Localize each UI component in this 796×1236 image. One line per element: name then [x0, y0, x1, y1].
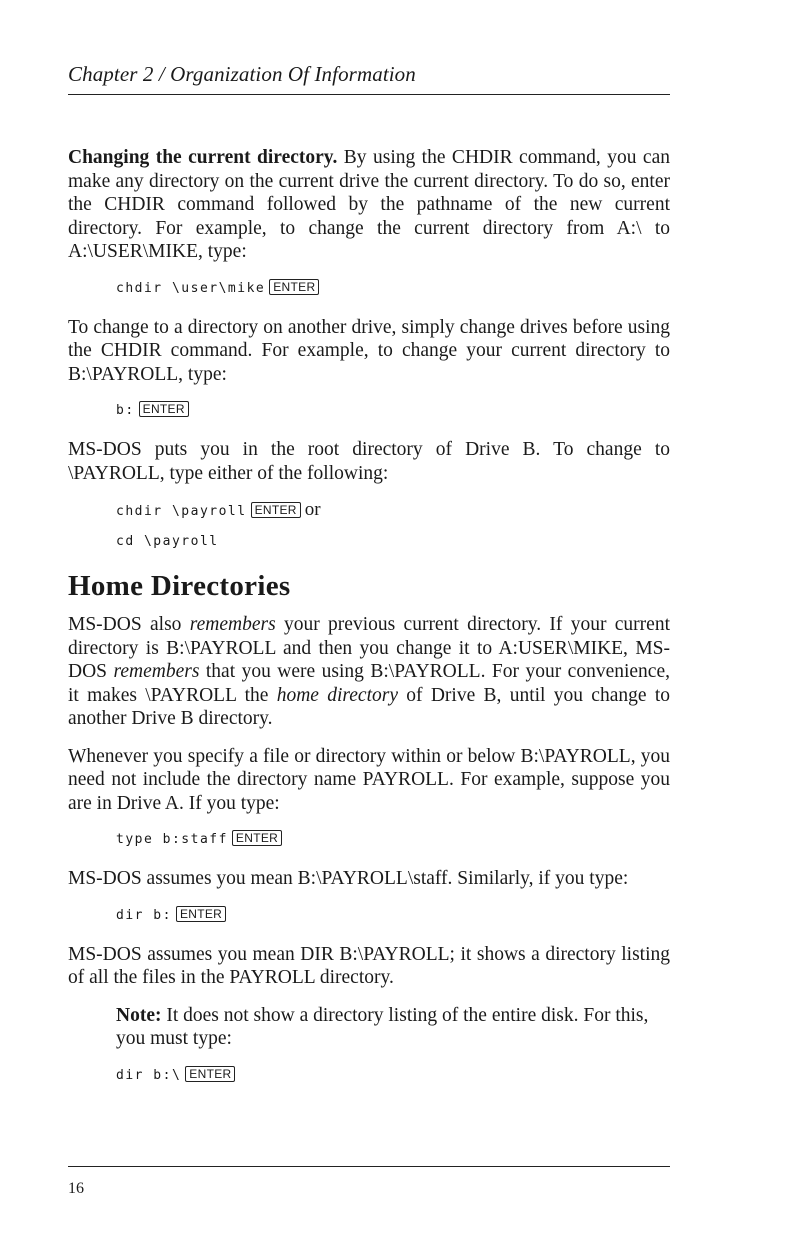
- note-text: It does not show a directory listing of the entire disk. For this, you must type:: [116, 1004, 649, 1049]
- code-example: [116, 905, 670, 927]
- paragraph-other-drive: To change to a directory on another drive, simply change drives before using the CHDIR command. For example, to change your current directory to B:\PAYROLL, type:: [68, 316, 670, 385]
- paragraph-remembers: [68, 613, 670, 731]
- enter-key-icon: ENTER: [269, 279, 319, 295]
- paragraph-changing-directory: [68, 146, 670, 264]
- document-page: [68, 0, 670, 1236]
- running-header: Chapter 2 / Organization Of Information: [68, 62, 416, 86]
- note-label: Note:: [116, 1004, 162, 1026]
- page-number: 16: [68, 1180, 84, 1197]
- command-text: cd \payroll: [116, 534, 219, 549]
- page-body: [68, 146, 670, 1103]
- paragraph-assumes-staff: MS-DOS assumes you mean B:\PAYROLL\staff. Similarly, if you type:: [68, 868, 629, 889]
- emphasis: remembers: [189, 614, 276, 635]
- command-text: type b:staff: [116, 832, 228, 847]
- command-text: dir b:: [116, 907, 172, 923]
- emphasis: home directory: [276, 684, 398, 706]
- command-text: chdir \payroll: [116, 504, 247, 519]
- lead-in-heading: Changing the current directory.: [68, 147, 338, 168]
- paragraph-text: By using the CHDIR command, you can make any directory on the current drive the current directory. To do so, enter the CHDIR command followed by the pathname of the new current directory. For example, to change the current directory from A:\ to A:\USER\MIKE, type:: [68, 147, 670, 262]
- note-block: [116, 1004, 670, 1087]
- note-paragraph: [116, 1004, 670, 1051]
- header-rule: [68, 94, 670, 95]
- text-run: that you were using B:\PAYROLL. For your convenience, it makes \PAYROLL the: [68, 661, 670, 706]
- footer-rule: [68, 1166, 670, 1167]
- text-run: of Drive B, until you change to another Drive B directory.: [68, 684, 670, 729]
- text-run: your previous current directory. If your current directory is B:\PAYROLL and then you change it to A:USER\MIKE, MS-DOS: [68, 614, 670, 682]
- paragraph-whenever: Whenever you specify a file or directory within or below B:\PAYROLL, you need not include the directory name PAYROLL. For example, suppose you are in Drive A. If you type:: [68, 745, 670, 814]
- paragraph-assumes-dir: MS-DOS assumes you mean DIR B:\PAYROLL; it shows a directory listing of all the files in the PAYROLL directory.: [68, 943, 670, 988]
- command-text: dir b:\: [116, 1067, 182, 1083]
- enter-key-icon: ENTER: [139, 401, 189, 417]
- emphasis: remembers: [113, 661, 200, 682]
- code-example: [116, 278, 670, 300]
- code-example: [116, 829, 670, 851]
- code-example: [116, 531, 670, 553]
- code-example: [116, 400, 670, 422]
- enter-key-icon: ENTER: [232, 830, 282, 846]
- enter-key-icon: ENTER: [251, 502, 301, 518]
- code-example: [116, 499, 670, 523]
- or-word: or: [304, 499, 321, 520]
- text-run: MS-DOS also: [68, 614, 190, 635]
- enter-key-icon: ENTER: [185, 1066, 235, 1082]
- enter-key-icon: ENTER: [176, 906, 226, 922]
- paragraph-root-directory: MS-DOS puts you in the root directory of Drive B. To change to \PAYROLL, type either of the following:: [68, 439, 670, 484]
- command-text: b:: [116, 403, 135, 418]
- command-text: chdir \user\mike: [116, 280, 266, 296]
- section-heading: Home Directories: [68, 570, 291, 602]
- code-example: [116, 1065, 670, 1087]
